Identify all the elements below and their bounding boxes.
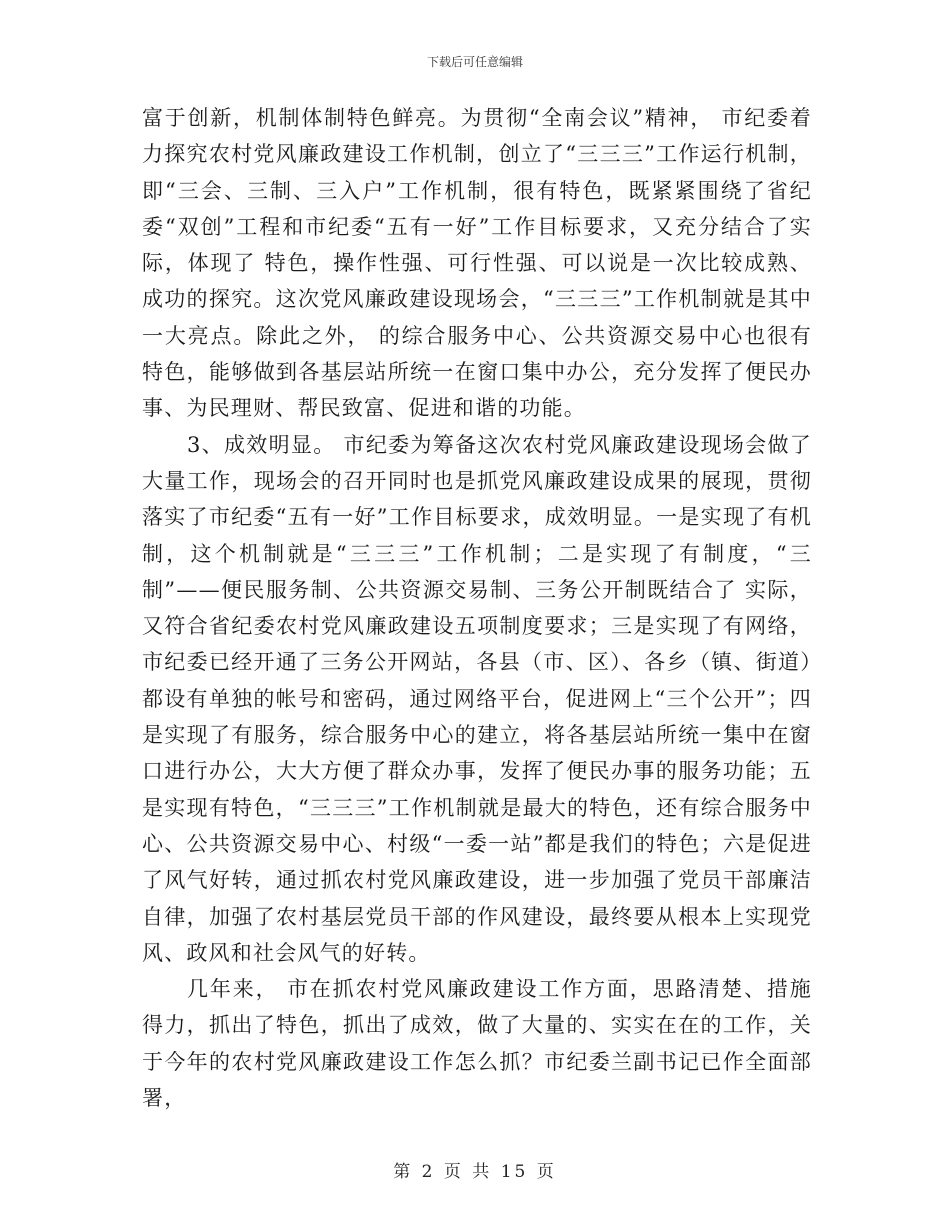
paragraph-3: 几年来， 市在抓农村党风廉政建设工作方面，思路清楚、措施得力，抓出了特色，抓出了成效，做了大量的、实实在在的工作，关于今年的农村党风廉政建设工作怎么抓？市纪委兰副书记已作全面部署，: [142, 977, 812, 1111]
page-number-footer: 第 2 页 共 15 页: [393, 1162, 557, 1182]
paragraph-2: 3、成效明显。 市纪委为筹备这次农村党风廉政建设现场会做了大量工作，现场会的召开同时也是抓党风廉政建设成果的展现，贯彻落实了市纪委“五有一好”工作目标要求，成效明显。一是实现了有机制，这个机制就是“三三三”工作机制；二是实现了有制度，“三制”——便民服务制、公共资源交易制、三务公开制既结合了 实际，又符合省纪委农村党风廉政建设五项制度要求；三是实现了有网络，市纪委已经开通了三务公开网站，各县（市、区）、各乡（镇、街道）都设有单独的帐号和密码，通过网络平台，促进网上“三个公开”；四是实现了有服务，综合服务中心的建立，将各基层站所统一集中在窗口进行办公，大大方便了群众办事，发挥了便民办事的服务功能；五是实现有特色，“三三三”工作机制就是最大的特色，还有综合服务中心、公共资源交易中心、村级“一委一站”都是我们的特色；六是促进了风气好转，通过抓农村党风廉政建设，进一步加强了党员干部廉洁自律，加强了农村基层党员干部的作风建设，最终要从根本上实现党风、政风和社会风气的好转。: [142, 432, 812, 965]
page-header: 下载后可任意编辑: [426, 55, 523, 69]
paragraph-1: 富于创新，机制体制特色鲜亮。为贯彻“全南会议”精神， 市纪委着力探究农村党风廉政建设工作机制，创立了“三三三”工作运行机制，即“三会、三制、三入户”工作机制，很有特色，既紧紧围绕了省纪委“双创”工程和市纪委“五有一好”工作目标要求，又充分结合了实际，体现了 特色，操作性强、可行性强、可以说是一次比较成熟、成功的探究。这次党风廉政建设现场会，“三三三”工作机制就是其中一大亮点。除此之外， 的综合服务中心、公共资源交易中心也很有特色，能够做到各基层站所统一在窗口集中办公，充分发挥了便民办事、为民理财、帮民致富、促进和谐的功能。: [142, 106, 812, 421]
document-body: [142, 100, 812, 1116]
